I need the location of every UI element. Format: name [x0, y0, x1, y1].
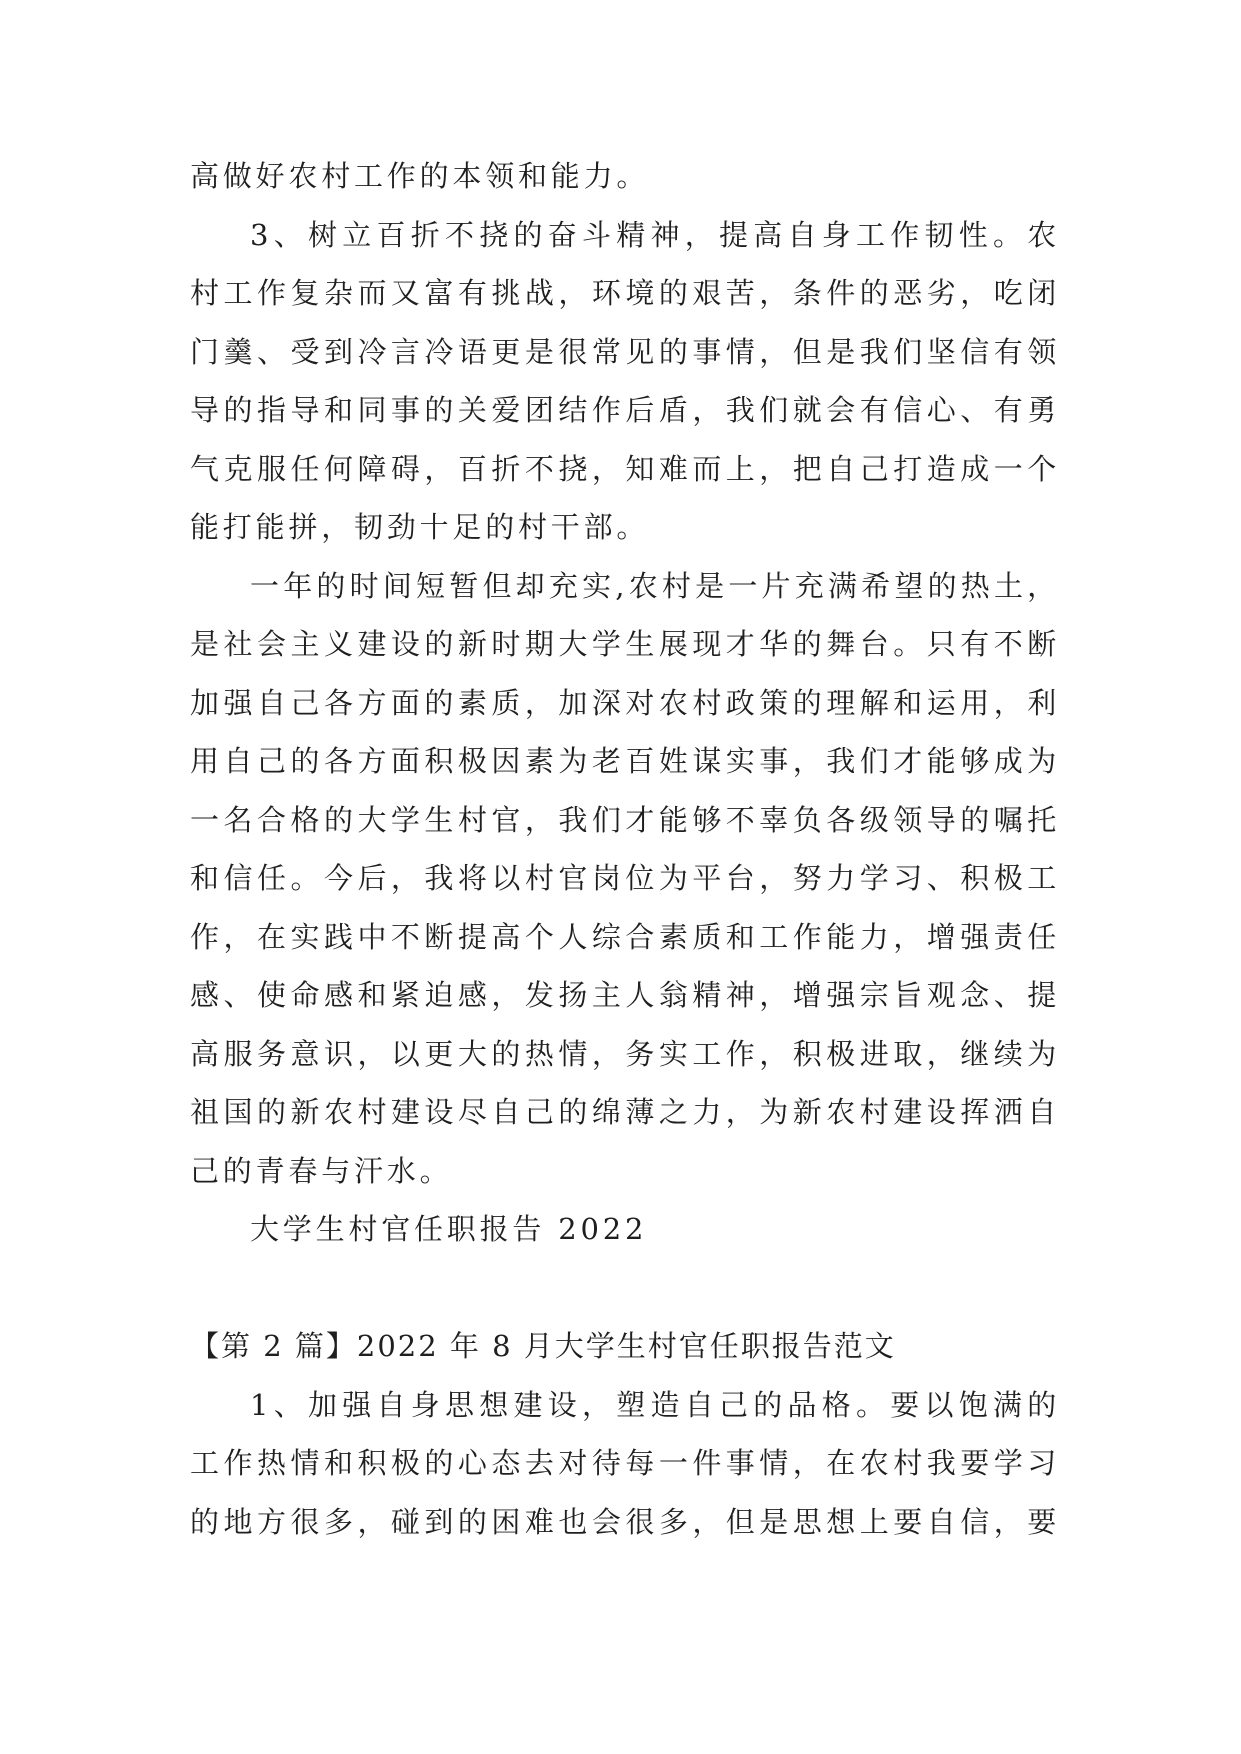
text-line: 工作热情和积极的心态去对待每一件事情，在农村我要学习 [190, 1446, 1060, 1480]
paragraph [190, 147, 1060, 206]
text-line: 1、加强自身思想建设，塑造自己的品格。要以饱满的 [250, 1387, 1060, 1422]
text-line: 感、使命感和紧迫感，发扬主人翁精神，增强宗旨观念、提 [190, 978, 1060, 1012]
paragraph [190, 1376, 1060, 1552]
text-line: 加强自己各方面的素质，加深对农村政策的理解和运用，利 [190, 685, 1060, 720]
paragraph [190, 1200, 1060, 1259]
text-line: 3、树立百折不挠的奋斗精神，提高自身工作韧性。农 [250, 217, 1060, 252]
document-body [190, 147, 1060, 1551]
paragraph [190, 206, 1060, 557]
text-line: 一年的时间短暂但却充实,农村是一片充满希望的热土， [250, 568, 1060, 603]
text-line: 一名合格的大学生村官，我们才能够不辜负各级领导的嘱托 [190, 802, 1060, 837]
text-line: 己的青春与汗水。 [190, 1153, 453, 1188]
text-line: 高做好农村工作的本领和能力。 [190, 159, 650, 193]
text-line: 门羹、受到冷言冷语更是很常见的事情，但是我们坚信有领 [190, 334, 1060, 369]
text-line: 村工作复杂而又富有挑战，环境的艰苦，条件的恶劣，吃闭 [190, 276, 1060, 310]
blank-line [190, 1259, 1060, 1318]
section-heading: 【第 2 篇】2022 年 8 月大学生村官任职报告范文 [190, 1329, 896, 1363]
text-line: 祖国的新农村建设尽自己的绵薄之力，为新农村建设挥洒自 [190, 1095, 1060, 1129]
text-line: 气克服任何障碍，百折不挠，知难而上，把自己打造成一个 [190, 451, 1060, 486]
text-line: 作，在实践中不断提高个人综合素质和工作能力，增强责任 [190, 919, 1060, 954]
text-line: 和信任。今后，我将以村官岗位为平台，努力学习、积极工 [190, 861, 1060, 895]
report-title-line: 大学生村官任职报告 2022 [250, 1212, 648, 1246]
text-line: 高服务意识，以更大的热情，务实工作，积极进取，继续为 [190, 1036, 1060, 1071]
text-line: 用自己的各方面积极因素为老百姓谋实事，我们才能够成为 [190, 744, 1060, 778]
paragraph [190, 557, 1060, 1201]
text-line: 能打能拼，韧劲十足的村干部。 [190, 510, 650, 544]
text-line: 的地方很多，碰到的困难也会很多，但是思想上要自信，要 [190, 1504, 1060, 1539]
text-line: 是社会主义建设的新时期大学生展现才华的舞台。只有不断 [190, 627, 1060, 661]
text-line: 导的指导和同事的关爱团结作后盾，我们就会有信心、有勇 [190, 393, 1060, 427]
